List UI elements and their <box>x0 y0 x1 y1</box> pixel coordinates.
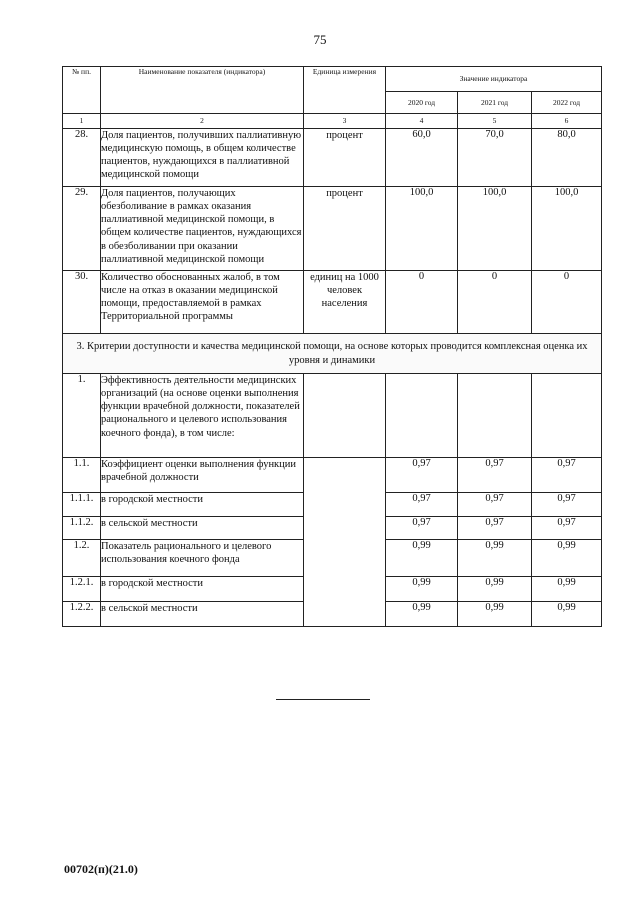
value-2020: 100,0 <box>386 187 458 271</box>
indicator-name: Коэффициент оценки выполнения функции врачебной должности <box>101 458 304 493</box>
value-2020: 0,97 <box>386 517 458 540</box>
value-2022: 0 <box>532 271 602 334</box>
value-2021: 0,99 <box>458 577 532 602</box>
indicator-unit-merged <box>304 458 386 627</box>
indicator-name: в городской местности <box>101 577 304 602</box>
value-2022: 0,99 <box>532 540 602 577</box>
column-number: 6 <box>532 114 602 129</box>
indicators-table <box>62 66 602 627</box>
column-number-row <box>63 114 602 129</box>
indicator-name: Показатель рационального и целевого использования коечного фонда <box>101 540 304 577</box>
indicator-name: в городской местности <box>101 493 304 517</box>
value-2022: 0,99 <box>532 602 602 627</box>
indicator-name: Доля пациентов, получающих обезболивание в рамках оказания паллиативной медицинской помощи, в общем количестве пациентов, нуждающихся в обезболивании при оказании паллиативной медицинской помощи <box>101 187 304 271</box>
value-2021: 70,0 <box>458 129 532 187</box>
value-2020: 60,0 <box>386 129 458 187</box>
row-number: 1.2.1. <box>63 577 101 602</box>
value-2022: 0,97 <box>532 458 602 493</box>
row-number: 1.1. <box>63 458 101 493</box>
value-2020: 0,97 <box>386 458 458 493</box>
column-number: 3 <box>304 114 386 129</box>
value-2021: 0,97 <box>458 458 532 493</box>
indicator-unit: процент <box>304 129 386 187</box>
row-number: 29. <box>63 187 101 271</box>
value-2021: 0,97 <box>458 517 532 540</box>
header-year-2022: 2022 год <box>532 92 602 114</box>
header-year-2021: 2021 год <box>458 92 532 114</box>
column-number: 2 <box>101 114 304 129</box>
indicator-unit-empty <box>304 374 386 458</box>
indicator-name: Доля пациентов, получивших паллиативную медицинскую помощь, в общем количестве пациентов, нуждающихся в паллиативной медицинской помощи <box>101 129 304 187</box>
row-number: 30. <box>63 271 101 334</box>
indicator-name: в сельской местности <box>101 517 304 540</box>
value-2021: 0,97 <box>458 493 532 517</box>
header-value-group: Значение индикатора <box>386 67 602 92</box>
indicator-name: Эффективность деятельности медицинских организаций (на основе оценки выполнения функции врачебной должности, показателей рационального и целевого использования коечного фонда), в том числе: <box>101 374 304 458</box>
column-number: 1 <box>63 114 101 129</box>
header-year-2020: 2020 год <box>386 92 458 114</box>
row-number: 1.2.2. <box>63 602 101 627</box>
value-2022: 100,0 <box>532 187 602 271</box>
value-2020: 0,99 <box>386 602 458 627</box>
value-2020: 0,99 <box>386 577 458 602</box>
header-name: Наименование показателя (индикатора) <box>101 67 304 114</box>
value-2021: 0,99 <box>458 540 532 577</box>
table-row <box>63 271 602 334</box>
value-empty <box>532 374 602 458</box>
indicator-name: в сельской местности <box>101 602 304 627</box>
value-empty <box>386 374 458 458</box>
indicator-unit: единиц на 1000 человек населения <box>304 271 386 334</box>
section-row <box>63 334 602 374</box>
footer-divider <box>276 699 370 700</box>
table-row <box>63 129 602 187</box>
value-2021: 0 <box>458 271 532 334</box>
value-2022: 80,0 <box>532 129 602 187</box>
row-number: 1.1.2. <box>63 517 101 540</box>
value-empty <box>458 374 532 458</box>
header-row <box>63 67 602 92</box>
indicator-unit: процент <box>304 187 386 271</box>
value-2020: 0,99 <box>386 540 458 577</box>
row-number: 1. <box>63 374 101 458</box>
value-2022: 0,97 <box>532 517 602 540</box>
value-2022: 0,99 <box>532 577 602 602</box>
row-number: 1.2. <box>63 540 101 577</box>
column-number: 4 <box>386 114 458 129</box>
value-2020: 0 <box>386 271 458 334</box>
header-unit: Единица измерения <box>304 67 386 114</box>
value-2021: 0,99 <box>458 602 532 627</box>
table-row <box>63 374 602 458</box>
column-number: 5 <box>458 114 532 129</box>
indicator-name: Количество обоснованных жалоб, в том числе на отказ в оказании медицинской помощи, предоставляемой в рамках Территориальной программы <box>101 271 304 334</box>
value-2020: 0,97 <box>386 493 458 517</box>
page-number: 75 <box>313 32 327 47</box>
document-code: 00702(п)(21.0) <box>64 862 138 876</box>
row-number: 1.1.1. <box>63 493 101 517</box>
section-heading: 3. Критерии доступности и качества медицинской помощи, на основе которых проводится комплексная оценка их уровня и динамики <box>63 334 602 374</box>
table-row <box>63 458 602 493</box>
header-num: № пп. <box>63 67 101 114</box>
value-2021: 100,0 <box>458 187 532 271</box>
table-row <box>63 187 602 271</box>
row-number: 28. <box>63 129 101 187</box>
value-2022: 0,97 <box>532 493 602 517</box>
